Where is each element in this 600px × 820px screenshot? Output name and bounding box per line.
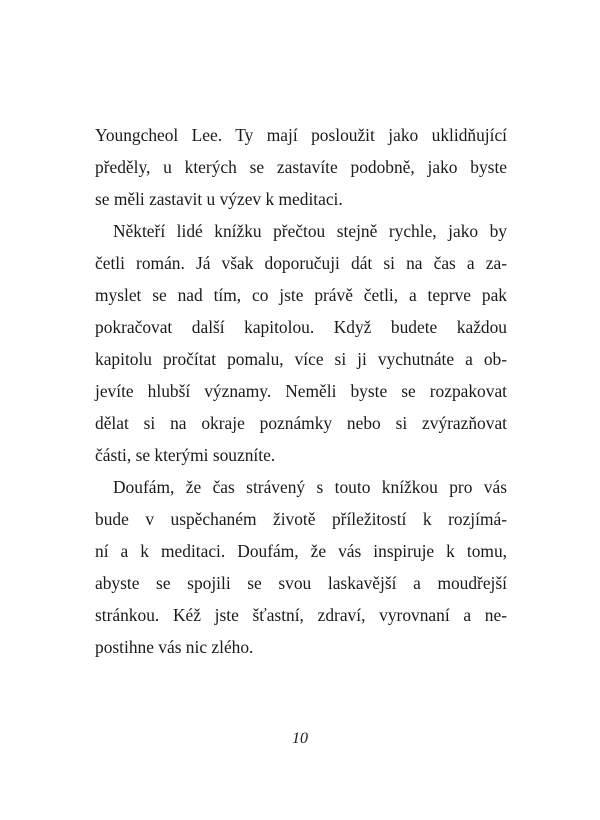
- text-line: ní a k meditaci. Doufám, že vás inspiruje k tomu,: [95, 541, 507, 561]
- text-line: jevíte hlubší významy. Neměli byste se rozpakovat: [95, 381, 507, 401]
- paragraph-2: [95, 215, 507, 471]
- paragraph-1: [95, 119, 507, 215]
- text-line: se měli zastavit u výzev k meditaci.: [95, 189, 343, 209]
- text-line: četli román. Já však doporučuji dát si na čas a za-: [95, 253, 507, 273]
- text-line: abyste se spojili se svou laskavější a moudřejší: [95, 573, 507, 593]
- text-line: stránkou. Kéž jste šťastní, zdraví, vyrovnaní a ne-: [95, 605, 507, 625]
- text-line: Někteří lidé knížku přečtou stejně rychle, jako by: [113, 221, 507, 241]
- text-line: postihne vás nic zlého.: [95, 637, 254, 657]
- text-line: kapitolu pročítat pomalu, více si ji vychutnáte a ob-: [95, 349, 507, 369]
- page-number: 10: [292, 730, 308, 747]
- paragraph-3: [95, 471, 507, 663]
- text-line: pokračovat další kapitolou. Když budete každou: [95, 317, 507, 337]
- text-line: předěly, u kterých se zastavíte podobně, jako byste: [95, 157, 507, 177]
- text-line: Doufám, že čas strávený s touto knížkou pro vás: [113, 477, 507, 497]
- body-text: [95, 119, 507, 663]
- text-line: Youngcheol Lee. Ty mají posloužit jako uklidňující: [95, 125, 507, 145]
- text-line: myslet se nad tím, co jste právě četli, a teprve pak: [95, 285, 507, 305]
- text-line: dělat si na okraje poznámky nebo si zvýrazňovat: [95, 413, 507, 433]
- text-line: bude v uspěchaném životě příležitostí k rozjímá-: [95, 509, 507, 529]
- text-line: části, se kterými souzníte.: [95, 445, 276, 465]
